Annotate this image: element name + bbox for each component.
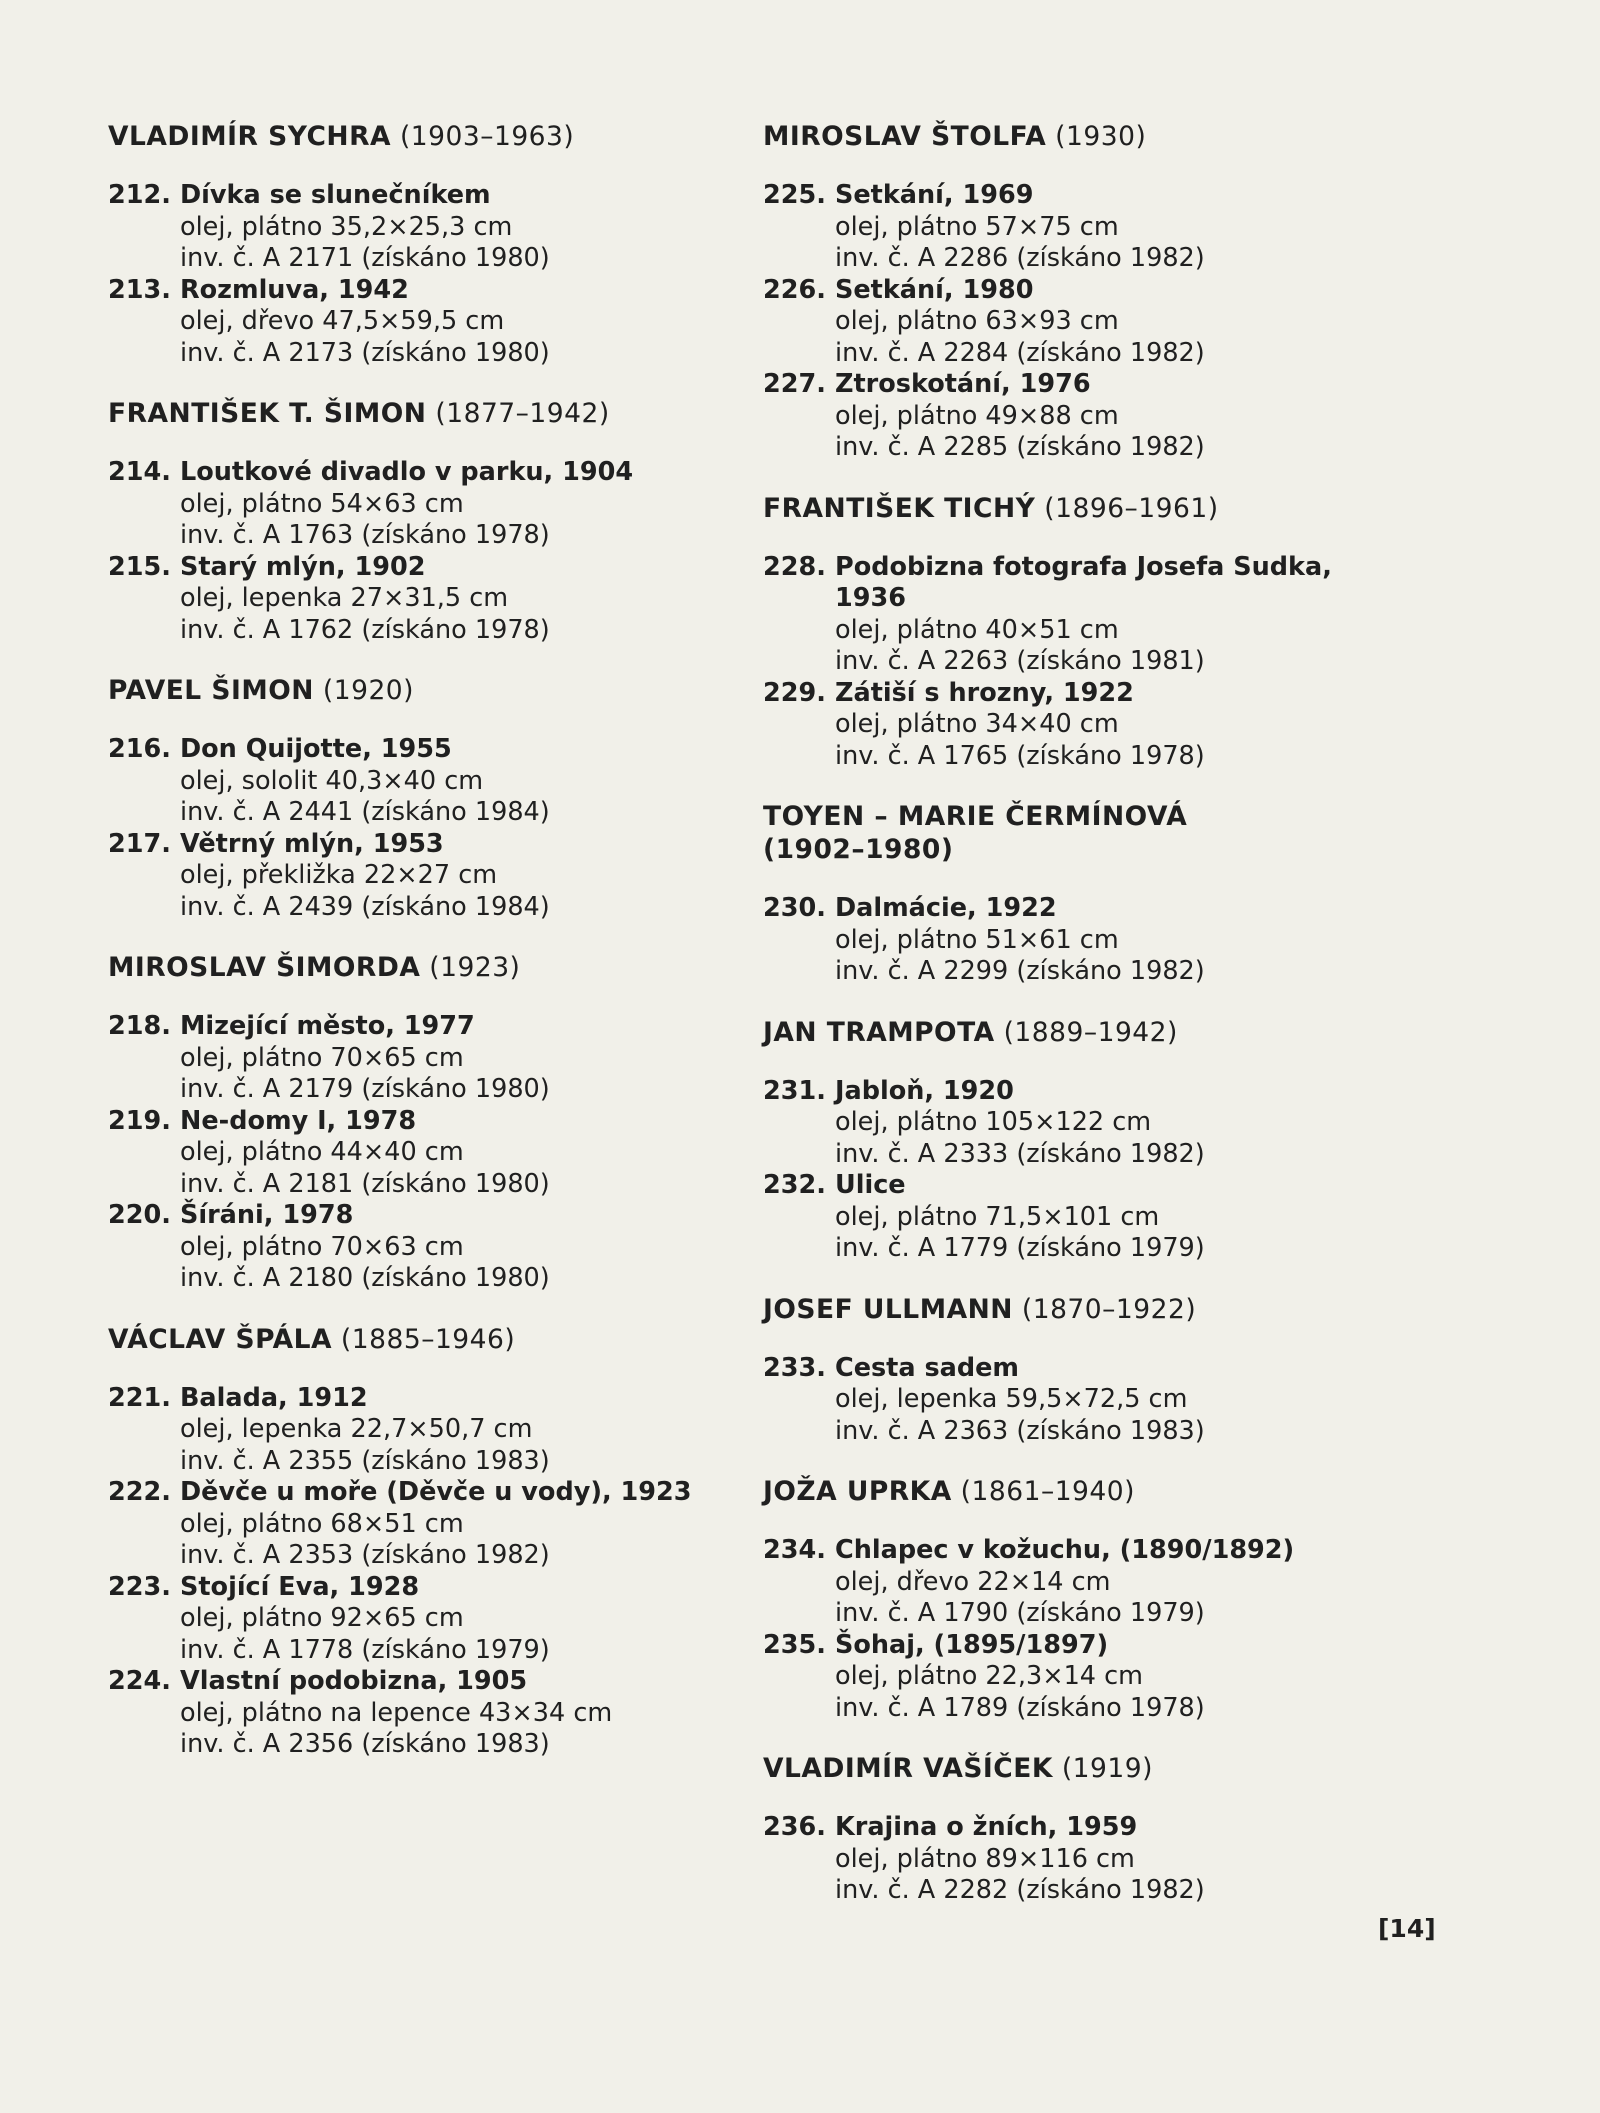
artist-section — [108, 120, 708, 369]
catalog-entry — [763, 1630, 1363, 1725]
entry-number: 224. — [108, 1666, 171, 1696]
entry-title: Rozmluva, 1942 — [180, 274, 409, 305]
artist-years: (1889–1942) — [1003, 1016, 1178, 1048]
entry-number: 214. — [108, 457, 171, 487]
entry-title: Stojící Eva, 1928 — [180, 1571, 420, 1602]
artist-heading — [108, 397, 708, 430]
catalog-entry — [763, 1812, 1363, 1907]
artist-heading — [763, 1293, 1363, 1326]
entry-title: Mizející město, 1977 — [180, 1011, 475, 1041]
artist-section — [108, 1323, 708, 1761]
entry-body — [180, 275, 708, 370]
entry-body — [180, 1666, 708, 1761]
entry-medium: olej, plátno 44×40 cm — [180, 1137, 464, 1167]
artist-name: JOŽA UPRKA — [763, 1476, 952, 1507]
entry-inventory: inv. č. A 2355 (získáno 1983) — [180, 1445, 550, 1476]
entry-inventory: inv. č. A 2173 (získáno 1980) — [180, 337, 550, 368]
entry-title: Děvče u moře (Děvče u vody), 1923 — [180, 1477, 692, 1507]
entry-body — [835, 893, 1363, 988]
artist-name: JOSEF ULLMANN — [763, 1293, 1013, 1325]
entry-title: Balada, 1912 — [180, 1382, 368, 1413]
entry-number: 225. — [763, 180, 826, 210]
entry-medium: olej, plátno 70×65 cm — [180, 1042, 464, 1073]
artist-section — [763, 1293, 1363, 1448]
entry-medium: olej, překližka 22×27 cm — [180, 860, 498, 890]
artist-heading — [763, 1016, 1363, 1049]
entry-medium: olej, dřevo 47,5×59,5 cm — [180, 306, 505, 336]
entry-number: 220. — [108, 1200, 171, 1230]
entry-title: Ulice — [835, 1170, 906, 1200]
artist-heading — [763, 492, 1363, 525]
artist-years: (1885–1946) — [340, 1323, 516, 1355]
artist-section — [763, 1475, 1363, 1724]
entry-body — [835, 678, 1363, 773]
entry-title: Don Quijotte, 1955 — [180, 734, 452, 764]
artist-name: TOYEN – MARIE ČERMÍNOVÁ — [763, 801, 1188, 832]
page-number: [14] — [1378, 1914, 1436, 1943]
entry-medium: olej, plátno 63×93 cm — [835, 306, 1119, 336]
catalog-entry — [763, 1353, 1363, 1448]
entry-number: 228. — [763, 551, 826, 582]
entry-title: Šíráni, 1978 — [180, 1200, 354, 1230]
entry-body — [835, 369, 1363, 464]
artist-name: VLADIMÍR SYCHRA — [108, 121, 391, 152]
entry-body — [835, 1353, 1363, 1448]
artist-section — [763, 120, 1363, 464]
entry-number: 221. — [108, 1382, 171, 1413]
entry-medium: olej, lepenka 59,5×72,5 cm — [835, 1384, 1188, 1414]
entry-inventory: inv. č. A 2179 (získáno 1980) — [180, 1074, 550, 1104]
entry-medium: olej, plátno na lepence 43×34 cm — [180, 1697, 613, 1728]
entry-body — [835, 1630, 1363, 1725]
catalog-entry — [108, 829, 708, 924]
entry-number: 233. — [763, 1352, 826, 1383]
entry-title: Ne-domy I, 1978 — [180, 1105, 417, 1136]
artist-name: JAN TRAMPOTA — [763, 1016, 995, 1048]
left-column — [108, 120, 708, 1789]
entry-inventory: inv. č. A 2363 (získáno 1983) — [835, 1415, 1205, 1446]
artist-name: FRANTIŠEK T. ŠIMON — [108, 398, 427, 429]
catalog-entry — [763, 552, 1363, 678]
artist-name: VÁCLAV ŠPÁLA — [108, 1323, 332, 1355]
catalog-entry — [763, 275, 1363, 370]
entry-medium: olej, lepenka 22,7×50,7 cm — [180, 1414, 533, 1444]
entry-title: Loutkové divadlo v parku, 1904 — [180, 457, 634, 487]
entry-body — [180, 1200, 708, 1295]
catalog-entry — [763, 369, 1363, 464]
entry-body — [180, 457, 708, 552]
entry-number: 232. — [763, 1170, 826, 1200]
artist-section — [763, 1016, 1363, 1265]
artist-heading — [763, 1475, 1363, 1508]
entry-body — [180, 1011, 708, 1106]
entry-body — [180, 1106, 708, 1201]
artist-section — [108, 674, 708, 923]
entry-medium: olej, plátno 92×65 cm — [180, 1603, 464, 1633]
catalog-entry — [763, 1535, 1363, 1630]
entry-medium: olej, plátno 49×88 cm — [835, 400, 1119, 431]
entry-title: Setkání, 1969 — [835, 180, 1034, 210]
entry-inventory: inv. č. A 1779 (získáno 1979) — [835, 1233, 1205, 1263]
entry-title: Šohaj, (1895/1897) — [835, 1629, 1109, 1660]
entry-medium: olej, plátno 89×116 cm — [835, 1843, 1135, 1874]
entry-inventory: inv. č. A 2282 (získáno 1982) — [835, 1875, 1205, 1905]
entry-inventory: inv. č. A 1765 (získáno 1978) — [835, 740, 1205, 771]
artist-heading — [108, 951, 708, 984]
artist-name: VLADIMÍR VAŠÍČEK — [763, 1753, 1053, 1784]
entry-number: 213. — [108, 274, 171, 305]
entry-number: 234. — [763, 1535, 826, 1565]
entry-inventory: inv. č. A 1778 (získáno 1979) — [180, 1634, 550, 1665]
entry-body — [835, 275, 1363, 370]
entry-medium: olej, plátno 71,5×101 cm — [835, 1201, 1160, 1232]
entry-title: Krajina o žních, 1959 — [835, 1812, 1138, 1842]
entry-title: Zátiší s hrozny, 1922 — [835, 677, 1134, 708]
entry-medium: olej, lepenka 27×31,5 cm — [180, 583, 509, 613]
entry-medium: olej, plátno 105×122 cm — [835, 1107, 1152, 1137]
entry-medium: olej, plátno 40×51 cm — [835, 614, 1119, 645]
entry-body — [835, 1076, 1363, 1171]
entry-number: 219. — [108, 1105, 171, 1136]
catalog-entry — [108, 1383, 708, 1478]
catalog-entry — [763, 180, 1363, 275]
catalog-entry — [108, 180, 708, 275]
entry-number: 223. — [108, 1571, 171, 1602]
entry-body — [835, 1535, 1363, 1630]
entry-title: Vlastní podobizna, 1905 — [180, 1666, 528, 1696]
entry-inventory: inv. č. A 1762 (získáno 1978) — [180, 614, 550, 645]
entry-inventory: inv. č. A 2286 (získáno 1982) — [835, 243, 1205, 273]
catalog-entry — [763, 1170, 1363, 1265]
entry-inventory: inv. č. A 1790 (získáno 1979) — [835, 1598, 1205, 1628]
artist-heading — [763, 1752, 1363, 1785]
entry-medium: olej, plátno 68×51 cm — [180, 1508, 464, 1539]
entry-inventory: inv. č. A 2439 (získáno 1984) — [180, 891, 550, 922]
entry-medium: olej, sololit 40,3×40 cm — [180, 765, 484, 796]
entry-body — [835, 1812, 1363, 1907]
catalog-entry — [108, 552, 708, 647]
entry-number: 217. — [108, 828, 171, 859]
entry-inventory: inv. č. A 2171 (získáno 1980) — [180, 243, 550, 273]
catalog-entry — [108, 1477, 708, 1572]
entry-number: 216. — [108, 734, 171, 764]
artist-section — [763, 1752, 1363, 1907]
entry-title: Setkání, 1980 — [835, 274, 1034, 305]
entry-body — [835, 552, 1363, 678]
catalog-entry — [108, 1200, 708, 1295]
entry-number: 215. — [108, 551, 171, 582]
artist-heading — [763, 800, 1363, 866]
artist-years: (1861–1940) — [960, 1476, 1135, 1507]
entry-body — [180, 1572, 708, 1667]
entry-medium: olej, plátno 54×63 cm — [180, 488, 464, 519]
entry-title: Chlapec v kožuchu, (1890/1892) — [835, 1535, 1295, 1565]
entry-inventory: inv. č. A 2180 (získáno 1980) — [180, 1263, 550, 1293]
catalog-entry — [763, 1076, 1363, 1171]
artist-name: MIROSLAV ŠTOLFA — [763, 121, 1047, 152]
entry-body — [180, 1477, 708, 1572]
entry-title: Starý mlýn, 1902 — [180, 551, 426, 582]
entry-medium: olej, dřevo 22×14 cm — [835, 1566, 1111, 1597]
entry-inventory: inv. č. A 2181 (získáno 1980) — [180, 1168, 550, 1199]
catalog-entry — [108, 1011, 708, 1106]
artist-name: FRANTIŠEK TICHÝ — [763, 492, 1036, 524]
artist-heading — [763, 120, 1363, 153]
entry-number: 235. — [763, 1629, 826, 1660]
artist-years: (1896–1961) — [1044, 492, 1219, 524]
catalog-entry — [763, 893, 1363, 988]
artist-years: (1919) — [1061, 1753, 1153, 1784]
entry-body — [835, 1170, 1363, 1265]
artist-years: (1902–1980) — [763, 834, 954, 865]
entry-inventory: inv. č. A 1763 (získáno 1978) — [180, 520, 550, 550]
entry-number: 218. — [108, 1011, 171, 1041]
entry-inventory: inv. č. A 2263 (získáno 1981) — [835, 646, 1205, 676]
artist-years: (1930) — [1055, 121, 1147, 152]
entry-title: Dalmácie, 1922 — [835, 893, 1057, 923]
entry-number: 212. — [108, 180, 171, 210]
entry-medium: olej, plátno 57×75 cm — [835, 211, 1119, 242]
entry-number: 231. — [763, 1075, 826, 1106]
entry-title: Větrný mlýn, 1953 — [180, 828, 444, 859]
catalog-entry — [108, 457, 708, 552]
artist-years: (1903–1963) — [399, 121, 575, 152]
artist-section — [108, 397, 708, 646]
artist-section — [763, 492, 1363, 773]
entry-inventory: inv. č. A 1789 (získáno 1978) — [835, 1692, 1205, 1723]
entry-inventory: inv. č. A 2285 (získáno 1982) — [835, 432, 1205, 462]
entry-number: 229. — [763, 677, 826, 708]
catalog-entry — [108, 734, 708, 829]
entry-body — [180, 180, 708, 275]
catalog-entry — [108, 275, 708, 370]
catalog-entry — [108, 1572, 708, 1667]
artist-name: MIROSLAV ŠIMORDA — [108, 952, 421, 983]
entry-body — [180, 552, 708, 647]
entry-title: Cesta sadem — [835, 1352, 1019, 1383]
entry-title: Jabloň, 1920 — [835, 1075, 1014, 1106]
artist-section — [763, 800, 1363, 988]
entry-inventory: inv. č. A 2333 (získáno 1982) — [835, 1138, 1205, 1169]
entry-number: 236. — [763, 1812, 826, 1842]
catalog-entry — [108, 1666, 708, 1761]
entry-medium: olej, plátno 70×63 cm — [180, 1231, 464, 1262]
entry-body — [180, 1383, 708, 1478]
artist-years: (1870–1922) — [1021, 1293, 1197, 1325]
artist-years: (1877–1942) — [435, 398, 610, 429]
artist-heading — [108, 674, 708, 707]
artist-heading — [108, 120, 708, 153]
entry-inventory: inv. č. A 2353 (získáno 1982) — [180, 1540, 550, 1570]
entry-title: Podobizna fotografa Josefa Sudka, 1936 — [835, 551, 1332, 613]
artist-years: (1923) — [429, 952, 521, 983]
entry-title: Dívka se slunečníkem — [180, 180, 491, 210]
artist-name: PAVEL ŠIMON — [108, 675, 314, 706]
entry-medium: olej, plátno 51×61 cm — [835, 924, 1119, 955]
artist-years: (1920) — [322, 675, 415, 706]
entry-number: 230. — [763, 893, 826, 923]
entry-number: 227. — [763, 369, 826, 399]
entry-body — [180, 734, 708, 829]
entry-body — [835, 180, 1363, 275]
entry-inventory: inv. č. A 2284 (získáno 1982) — [835, 337, 1205, 368]
catalog-entry — [108, 1106, 708, 1201]
entry-number: 226. — [763, 274, 826, 305]
entry-number: 222. — [108, 1477, 171, 1507]
entry-medium: olej, plátno 22,3×14 cm — [835, 1661, 1143, 1691]
entry-inventory: inv. č. A 2441 (získáno 1984) — [180, 797, 550, 827]
entry-title: Ztroskotání, 1976 — [835, 369, 1091, 399]
artist-section — [108, 951, 708, 1295]
right-column — [763, 120, 1363, 1935]
artist-heading — [108, 1323, 708, 1356]
entry-inventory: inv. č. A 2356 (získáno 1983) — [180, 1729, 550, 1759]
entry-inventory: inv. č. A 2299 (získáno 1982) — [835, 956, 1205, 986]
entry-body — [180, 829, 708, 924]
entry-medium: olej, plátno 34×40 cm — [835, 709, 1119, 739]
catalog-entry — [763, 678, 1363, 773]
entry-medium: olej, plátno 35,2×25,3 cm — [180, 211, 513, 242]
